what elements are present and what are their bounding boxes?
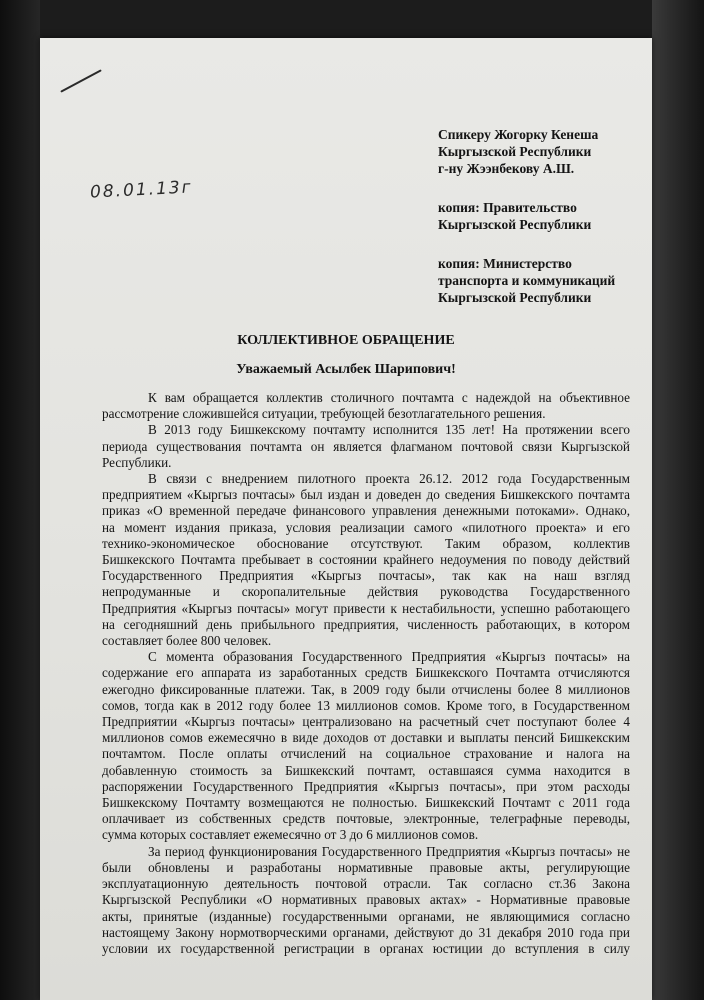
- recipient-line: транспорта и коммуникаций: [438, 273, 616, 288]
- body-line: Государственного Предприятия «Кыргыз почтасы», так как на наш взгляд: [102, 568, 630, 584]
- document-page: [40, 38, 652, 1000]
- body-line: акты, принятые (изданные) государственными органами, не являющимися согласно: [102, 908, 630, 924]
- body-line: К вам обращается коллектив столичного почтамта с надеждой на объективное: [148, 390, 630, 405]
- recipient-line: копия: Министерство: [438, 256, 572, 271]
- body-line: добавленную стоимость за Бишкекский почтамт, оставшаяся сумма находится в: [102, 762, 630, 778]
- recipient-line: Кыргызской Республики: [438, 290, 592, 305]
- handwritten-date: 08.01.13г: [89, 177, 194, 203]
- body-line: содержание его аппарата из заработанных средств Бишкекского Почтамта отчисляются: [102, 665, 630, 681]
- body-line: сомов, тогда как в 2012 году более 13 миллионов сомов. Кроме того, в Государственном: [102, 697, 630, 713]
- body-line: периода существования почтамта он является флагманом почтовой связи Кыргызской: [102, 438, 630, 454]
- body-line: непродуманные и скоропалительные действия руководства Государственного: [102, 584, 630, 600]
- body-line: Республики.: [102, 454, 172, 470]
- body-line: приказ «О временной передаче финансового управления денежными потоками». Однако,: [102, 503, 630, 519]
- body-line: Предприятия «Кыргыз почтасы» могут привести к нестабильности, успешно работающего: [102, 600, 630, 616]
- body-line: оплачивает из собственных средств почтовые, электронные, телеграфные переводы,: [102, 811, 630, 827]
- body-line: миллионов сомов ежемесячно в виде доходов от доставки и выплаты пенсий Бишкекским: [102, 730, 630, 746]
- body-line: составляет более 800 человек.: [102, 633, 272, 649]
- body-line: распоряжении Государственного Предприятия «Кыргыз почтасы», при этом расходы: [102, 778, 630, 794]
- body-line: предприятием «Кыргыз почтасы» был издан и доведен до сведения Бишкекского почтамта: [102, 487, 630, 503]
- body-line: Бишкекского Почтамта пребывает в состоянии крайнего недоумения по поводу действий: [102, 552, 630, 568]
- body-line: С момента образования Государственного Предприятия «Кыргыз почтасы» на: [148, 649, 630, 665]
- recipient-copy-government: [438, 199, 648, 233]
- body-line: Предприятии «Кыргыз почтасы» централизовано на расчетный счет поступают более 4: [102, 714, 630, 730]
- body-line: За период функционирования Государственного Предприятия «Кыргыз почтасы» не: [148, 843, 630, 859]
- greeting: Уважаемый Асылбек Шарипович!: [236, 362, 456, 377]
- body-line: условии их государственной регистрации в органах юстиции до вступления в силу: [102, 940, 630, 956]
- pen-stroke-mark: [60, 69, 102, 92]
- body-line: были обновлены и разработаны нормативные правовые акты, регулирующие: [102, 859, 630, 875]
- recipient-copy-ministry: [438, 255, 648, 306]
- body-line: эксплуатационную деятельность почтовой отрасли. Так согласно ст.36 Закона: [102, 876, 630, 892]
- recipient-addressee: [438, 126, 648, 177]
- body-line: В 2013 году Бишкекскому почтамту исполнится 135 лет! На протяжении всего: [148, 422, 630, 438]
- body-line: Кыргызской Республики «О нормативных правовых актах» - Нормативные правовые: [102, 892, 630, 908]
- body-line: на момент издания приказа, условия реализации самого «пилотного проекта» и его: [102, 519, 630, 535]
- body-line: сумма которых составляет ежемесячно от 3 до 6 миллионов сомов.: [102, 827, 479, 843]
- body-line: технико-экономическое обоснование отсутствуют. Таким образом, коллектив: [102, 535, 630, 551]
- recipient-line: копия: Правительство: [438, 200, 577, 215]
- body-line: почтамтом. После оплаты отчислений на социальное страхование и налога на: [102, 746, 630, 762]
- recipient-line: Кыргызской Республики: [438, 217, 592, 232]
- body-line: на сегодняшний день прибыльного предприятия, численность работающих, в котором: [102, 616, 630, 632]
- recipient-line: г-ну Жээнбекову А.Ш.: [438, 161, 575, 176]
- recipient-line: Кыргызской Республики: [438, 144, 592, 159]
- recipients-block: [438, 126, 648, 328]
- recipient-line: Спикеру Жогорку Кенеша: [438, 127, 599, 142]
- background-left-edge: [0, 0, 40, 1000]
- body-line: В связи с внедрением пилотного проекта 26.12. 2012 года Государственным: [148, 471, 630, 487]
- letter-body: [102, 390, 630, 957]
- body-line: настоящему Закону нормотворческими органами, действуют до 31 декабря 2010 года при: [102, 924, 630, 940]
- background-right-edge: [652, 0, 704, 1000]
- document-title: КОЛЛЕКТИВНОЕ ОБРАЩЕНИЕ: [237, 333, 455, 348]
- body-line: рассмотрение сложившейся ситуации, требующей безотлагательного решения.: [102, 406, 546, 422]
- body-line: ежегодно фиксированные платежи. Так, в 2009 году были отчислены более 8 миллионов: [102, 681, 630, 697]
- body-line: Бишкекскому Почтамту возмещаются не полностью. Бишкекский Почтамт с 2011 года: [102, 795, 630, 811]
